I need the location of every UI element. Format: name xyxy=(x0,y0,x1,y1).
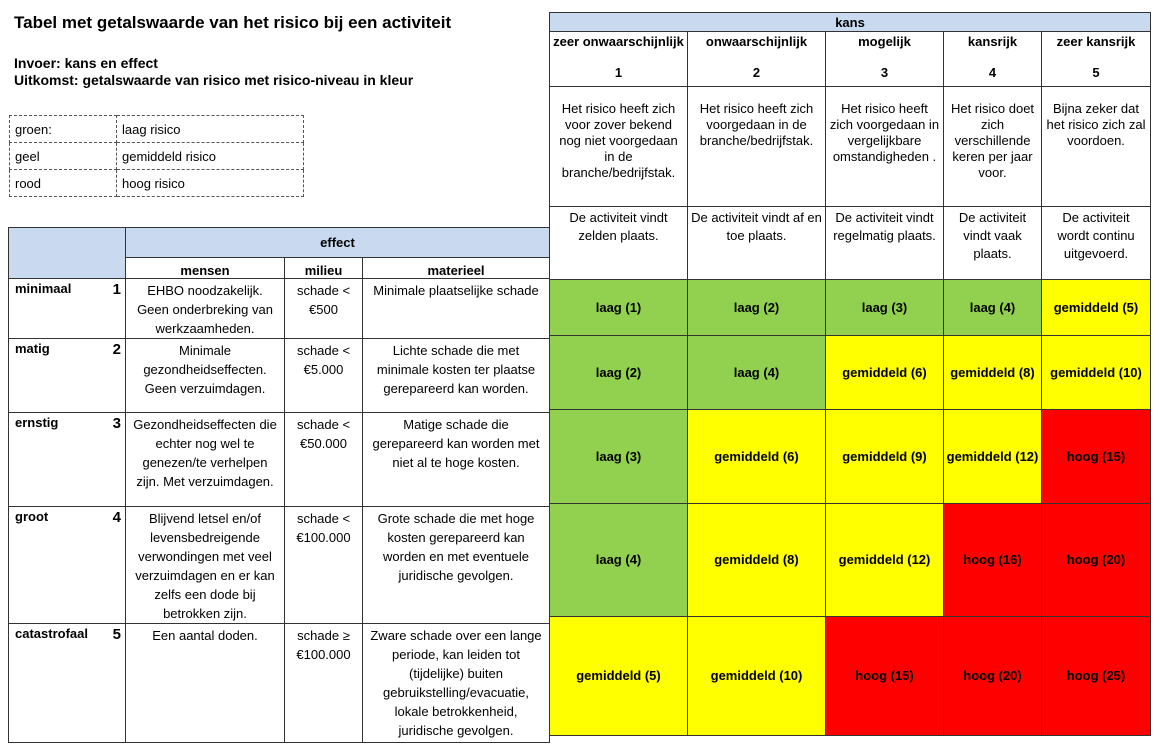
kans-header: kans xyxy=(550,13,1151,32)
effect-row xyxy=(9,279,550,339)
risk-cell: gemiddeld (6) xyxy=(826,336,944,410)
matrix-row xyxy=(550,280,1151,336)
kans-column-name: zeer onwaarschijnlijk xyxy=(553,34,684,49)
effect-level-label: groot xyxy=(15,509,49,524)
kans-column-name: zeer kansrijk xyxy=(1056,34,1136,49)
effect-row xyxy=(9,339,550,413)
input-line: Invoer: kans en effect xyxy=(14,55,158,71)
legend-row xyxy=(10,143,304,170)
risk-cell: hoog (15) xyxy=(1042,410,1151,504)
effect-level-label: catastrofaal xyxy=(15,626,88,641)
risk-matrix xyxy=(549,279,1151,736)
kans-frequency: De activiteit wordt continu uitgevoerd. xyxy=(1042,207,1151,285)
risk-cell: gemiddeld (5) xyxy=(550,617,688,736)
effect-corner xyxy=(9,228,126,279)
legend-row xyxy=(10,170,304,197)
kans-description: Het risico heeft zich voor zover bekend nog niet voorgedaan in de branche/bedrijfstak. xyxy=(550,87,688,207)
risk-cell: gemiddeld (12) xyxy=(944,410,1042,504)
risk-cell: gemiddeld (5) xyxy=(1042,280,1151,336)
kans-column-name: onwaarschijnlijk xyxy=(705,34,808,49)
col-header-milieu: milieu xyxy=(285,258,363,279)
col-header-mensen: mensen xyxy=(126,258,285,279)
risk-cell: hoog (15) xyxy=(826,617,944,736)
effect-level-number: 5 xyxy=(112,626,121,643)
kans-description: Het risico doet zich verschillende keren per jaar voor. xyxy=(944,87,1042,207)
effect-level xyxy=(9,624,126,743)
effect-level-label: minimaal xyxy=(15,281,72,296)
risk-cell: laag (4) xyxy=(944,280,1042,336)
risk-cell: laag (1) xyxy=(550,280,688,336)
legend-label: hoog risico xyxy=(117,170,304,197)
kans-column-header xyxy=(550,32,688,87)
legend-color-name: geel xyxy=(10,143,117,170)
risk-cell: gemiddeld (10) xyxy=(1042,336,1151,410)
effect-materieel-cell: Zware schade over een lange periode, kan leiden tot (tijdelijke) buiten gebruikstelling/evacuatie, lokale betrokkenheid, juridische gevolgen. xyxy=(363,624,550,743)
effect-mensen-cell: Blijvend letsel en/of levensbedreigende verwondingen met veel verzuimdagen en er kan zelfs een dode bij betrokken zijn. xyxy=(126,507,285,624)
legend-color-name: rood xyxy=(10,170,117,197)
kans-column-number: 2 xyxy=(752,65,761,80)
color-legend xyxy=(9,115,304,197)
effect-milieu-cell: schade ≥ €100.000 xyxy=(285,624,363,743)
risk-cell: laag (2) xyxy=(550,336,688,410)
effect-level xyxy=(9,339,126,413)
kans-column-name: kansrijk xyxy=(967,34,1018,49)
risk-cell: laag (2) xyxy=(688,280,826,336)
risk-cell: hoog (20) xyxy=(944,617,1042,736)
effect-materieel-cell: Minimale plaatselijke schade xyxy=(363,279,550,339)
legend-label: gemiddeld risico xyxy=(117,143,304,170)
output-line: Uitkomst: getalswaarde van risico met risico-niveau in kleur xyxy=(14,72,414,88)
effect-level-label: matig xyxy=(15,341,50,356)
risk-cell: gemiddeld (6) xyxy=(688,410,826,504)
risk-cell: laag (4) xyxy=(550,504,688,617)
effect-level-number: 2 xyxy=(112,341,121,358)
risk-cell: gemiddeld (8) xyxy=(944,336,1042,410)
risk-cell: laag (3) xyxy=(826,280,944,336)
effect-materieel-cell: Grote schade die met hoge kosten gerepareerd kan worden en met eventuele juridische gevolgen. xyxy=(363,507,550,624)
risk-cell: gemiddeld (8) xyxy=(688,504,826,617)
risk-cell: hoog (25) xyxy=(1042,617,1151,736)
effect-row xyxy=(9,624,550,743)
legend-color-name: groen: xyxy=(10,116,117,143)
effect-level xyxy=(9,279,126,339)
matrix-row xyxy=(550,410,1151,504)
effect-mensen-cell: EHBO noodzakelijk. Geen onderbreking van werkzaamheden. xyxy=(126,279,285,339)
kans-column-header xyxy=(826,32,944,87)
kans-column-header xyxy=(944,32,1042,87)
effect-materieel-cell: Matige schade die gerepareerd kan worden met niet al te hoge kosten. xyxy=(363,413,550,507)
effect-milieu-cell: schade < €5.000 xyxy=(285,339,363,413)
matrix-row xyxy=(550,617,1151,736)
page-title: Tabel met getalswaarde van het risico bij een activiteit xyxy=(14,13,452,32)
kans-table xyxy=(549,12,1151,285)
risk-cell: gemiddeld (9) xyxy=(826,410,944,504)
intro xyxy=(14,55,413,89)
kans-frequency: De activiteit vindt vaak plaats. xyxy=(944,207,1042,285)
kans-column-number: 5 xyxy=(1092,65,1100,80)
kans-description: Bijna zeker dat het risico zich zal voordoen. xyxy=(1042,87,1151,207)
matrix-row xyxy=(550,504,1151,617)
kans-column-number: 4 xyxy=(988,65,997,80)
kans-frequency: De activiteit vindt zelden plaats. xyxy=(550,207,688,285)
risk-cell: gemiddeld (12) xyxy=(826,504,944,617)
risk-cell: gemiddeld (10) xyxy=(688,617,826,736)
risk-cell: laag (3) xyxy=(550,410,688,504)
effect-header: effect xyxy=(126,228,550,258)
risk-cell: hoog (20) xyxy=(1042,504,1151,617)
matrix-row xyxy=(550,336,1151,410)
effect-level-number: 4 xyxy=(112,509,121,526)
effect-milieu-cell: schade < €100.000 xyxy=(285,507,363,624)
risk-cell: laag (4) xyxy=(688,336,826,410)
kans-description: Het risico heeft zich voorgedaan in de branche/bedrijfstak. xyxy=(688,87,826,207)
effect-row xyxy=(9,507,550,624)
effect-level-label: ernstig xyxy=(15,415,59,430)
kans-description: Het risico heeft zich voorgedaan in vergelijkbare omstandigheden . xyxy=(826,87,944,207)
effect-milieu-cell: schade < €50.000 xyxy=(285,413,363,507)
effect-row xyxy=(9,413,550,507)
legend-label: laag risico xyxy=(117,116,304,143)
effect-mensen-cell: Een aantal doden. xyxy=(126,624,285,743)
effect-level xyxy=(9,507,126,624)
effect-level-number: 1 xyxy=(112,281,121,298)
effect-materieel-cell: Lichte schade die met minimale kosten ter plaatse gerepareerd kan worden. xyxy=(363,339,550,413)
effect-level-number: 3 xyxy=(112,415,121,432)
kans-column-header xyxy=(688,32,826,87)
col-header-materieel: materieel xyxy=(363,258,550,279)
kans-column-number: 1 xyxy=(614,65,623,80)
kans-frequency: De activiteit vindt af en toe plaats. xyxy=(688,207,826,285)
risk-cell: hoog (16) xyxy=(944,504,1042,617)
legend-row xyxy=(10,116,304,143)
effect-table xyxy=(8,227,550,743)
effect-mensen-cell: Gezondheidseffecten die echter nog wel te genezen/te verhelpen zijn. Met verzuimdagen. xyxy=(126,413,285,507)
effect-mensen-cell: Minimale gezondheidseffecten. Geen verzuimdagen. xyxy=(126,339,285,413)
kans-frequency: De activiteit vindt regelmatig plaats. xyxy=(826,207,944,285)
effect-milieu-cell: schade < €500 xyxy=(285,279,363,339)
effect-level xyxy=(9,413,126,507)
kans-column-header xyxy=(1042,32,1151,87)
kans-column-number: 3 xyxy=(880,65,889,80)
kans-column-name: mogelijk xyxy=(858,34,911,49)
